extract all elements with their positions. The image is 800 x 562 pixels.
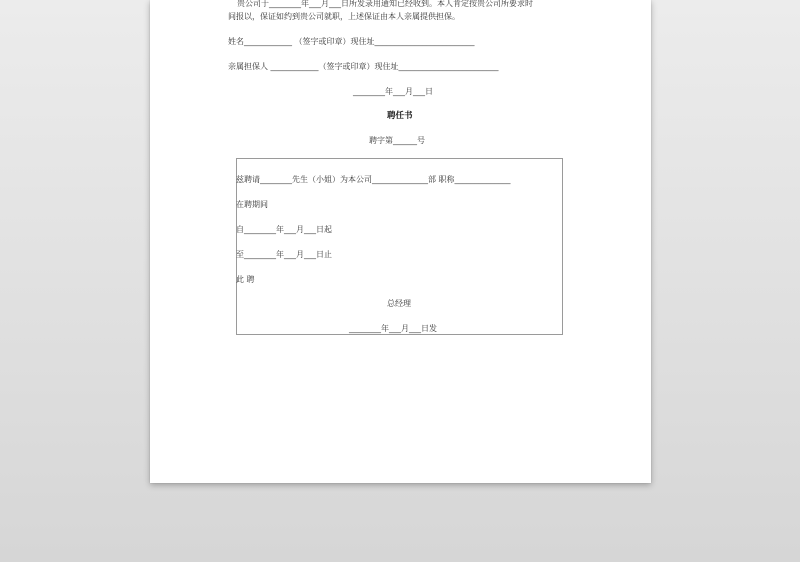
- issue-date-line: ________年___月___日发: [349, 324, 437, 333]
- document-page: [150, 0, 651, 483]
- name-signature-line: 姓名____________ （签字或印章）现住址_________________________: [228, 37, 475, 46]
- hereby-text: 此 聘: [236, 275, 255, 284]
- appointment-title: 聘任书: [387, 111, 413, 121]
- appointment-number: 聘字第______号: [369, 136, 425, 145]
- signer-title: 总经理: [387, 299, 411, 308]
- employ-line: 兹聘请________先生（小姐）为本公司______________部 职称______________: [236, 175, 511, 184]
- intro-line-2: 间报以，保证如约到贵公司就职，上述保证由本人亲属提供担保。: [228, 12, 460, 21]
- intro-line-1: 贵公司于________年___月___日所发录用通知已经收到。本人肯定按贵公司所要求时: [237, 0, 533, 8]
- term-to-line: 至________年___月___日止: [236, 250, 332, 259]
- guarantor-signature-line: 亲属担保人 ____________（签字或印章）现住址_________________________: [228, 62, 499, 71]
- term-label: 在聘期间: [236, 200, 268, 209]
- signature-date-line: ________年___月___日: [353, 87, 433, 96]
- term-from-line: 自________年___月___日起: [236, 225, 332, 234]
